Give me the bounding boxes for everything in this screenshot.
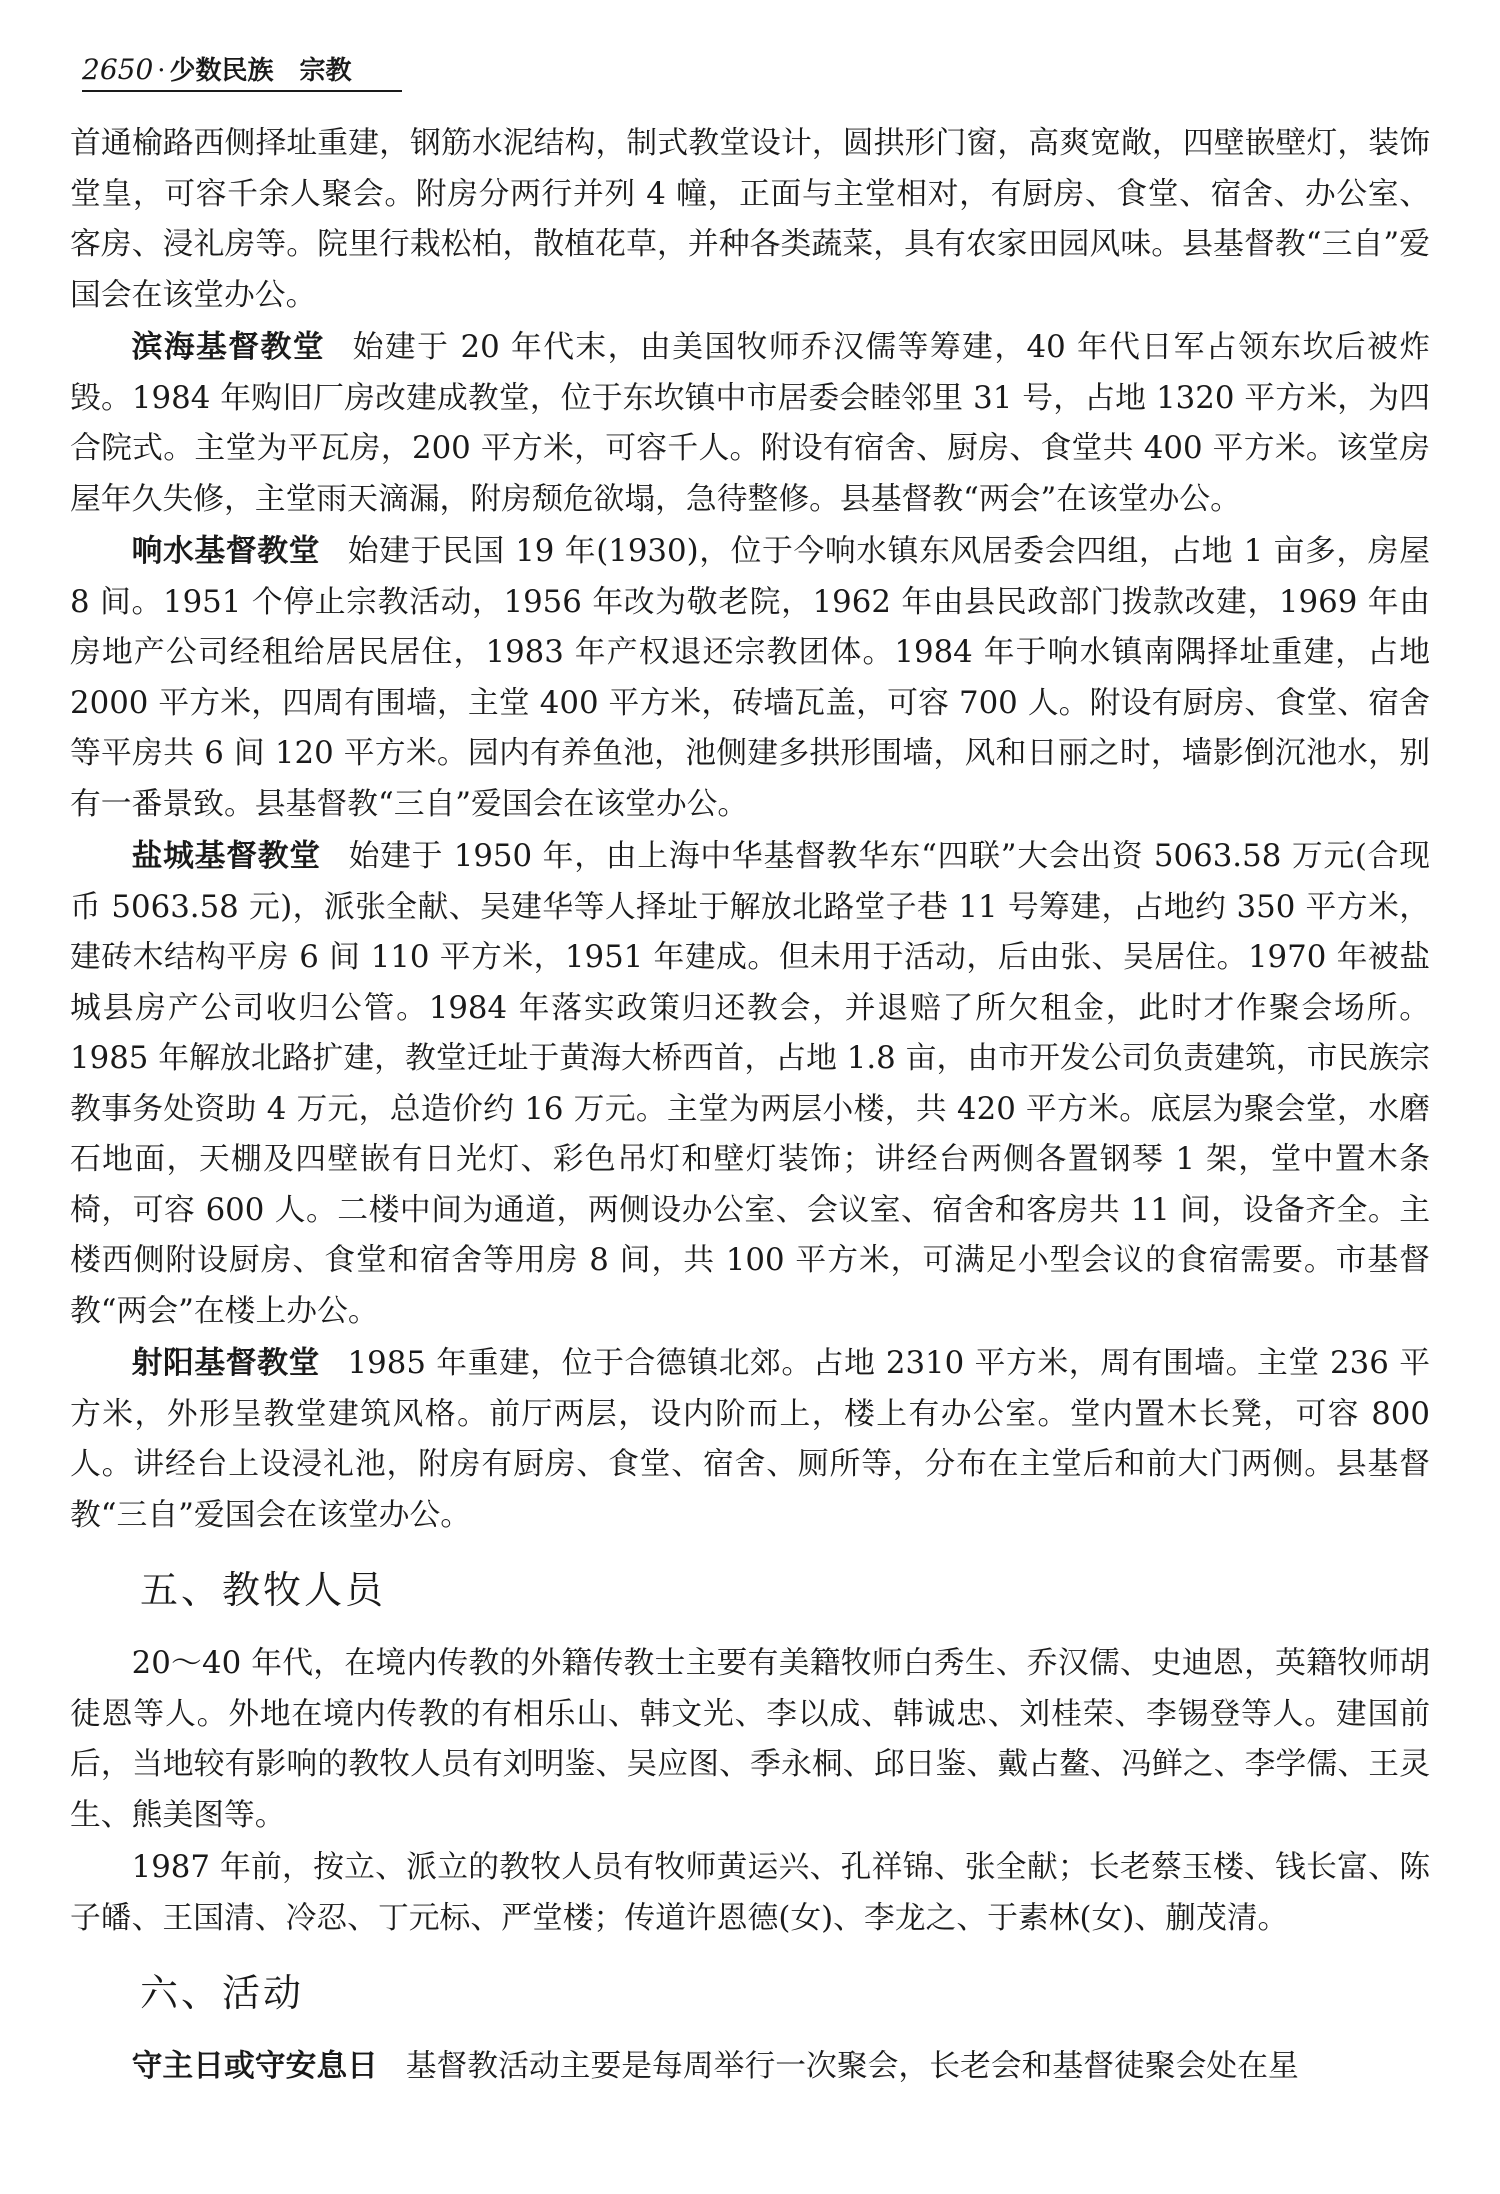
paragraph <box>70 1638 1430 1840</box>
page-body <box>70 118 1430 2094</box>
paragraph-text: 基督教活动主要是每周举行一次聚会，长老会和基督徒聚会处在星 <box>405 2048 1299 2084</box>
paragraph <box>70 526 1430 829</box>
paragraph <box>70 118 1430 320</box>
paragraph <box>70 1338 1430 1540</box>
entry-term: 滨海基督教堂 <box>131 329 325 365</box>
entry-term: 射阳基督教堂 <box>131 1345 320 1381</box>
entry-term: 盐城基督教堂 <box>131 838 321 874</box>
section-heading: 六、活动 <box>140 1971 305 2015</box>
entry-term: 守主日或守安息日 <box>131 2048 378 2084</box>
paragraph-text: 20～40 年代，在境内传教的外籍传教士主要有美籍牧师白秀生、乔汉儒、史迪恩，英籍牧师胡徒恩等人。外地在境内传教的有相乐山、韩文光、李以成、韩诚忠、刘桂荣、李锡登等人。建国前后，当地较有影响的教牧人员有刘明鉴、吴应图、季永桐、邱日鉴、戴占鳌、冯鲜之、李学儒、王灵生、熊美图等。 <box>70 1645 1430 1833</box>
section-heading: 五、教牧人员 <box>140 1568 387 1612</box>
section-title: 少数民族 宗教 <box>169 56 352 86</box>
paragraph <box>70 831 1430 1336</box>
page-number: 2650 <box>82 53 154 86</box>
paragraph <box>70 322 1430 524</box>
running-header <box>82 50 402 92</box>
paragraph-text: 首通榆路西侧择址重建，钢筋水泥结构，制式教堂设计，圆拱形门窗，高爽宽敞，四壁嵌壁灯，装饰堂皇，可容千余人聚会。附房分两行并列 4 幢，正面与主堂相对，有厨房、食堂、宿舍、办公室、客房、浸礼房等。院里行栽松柏，散植花草，并种各类蔬菜，具有农家田园风味。县基督教“三自”爱国会在该堂办公。 <box>70 125 1430 313</box>
paragraph <box>70 2041 1430 2092</box>
paragraph-text: 始建于民国 19 年(1930)，位于今响水镇东风居委会四组，占地 1 亩多，房屋 8 间。1951 个停止宗教活动，1956 年改为敬老院，1962 年由县民政部门拨款改建，1969 年由房地产公司经租给居民居住，1983 年产权退还宗教团体。1984 年于响水镇南隅择址重建，占地 2000 平方米，四周有围墙，主堂 400 平方米，砖墙瓦盖，可容 700 人。附设有厨房、食堂、宿舍等平房共 6 间 120 平方米。园内有养鱼池，池侧建多拱形围墙，风和日丽之时，墙影倒沉池水，别有一番景致。县基督教“三自”爱国会在该堂办公。 <box>70 533 1430 822</box>
paragraph <box>70 1842 1430 1943</box>
paragraph-text: 始建于 20 年代末，由美国牧师乔汉儒等筹建，40 年代日军占领东坎后被炸毁。1984 年购旧厂房改建成教堂，位于东坎镇中市居委会睦邻里 31 号，占地 1320 平方米，为四合院式。主堂为平瓦房，200 平方米，可容千人。附设有宿舍、厨房、食堂共 400 平方米。该堂房屋年久失修，主堂雨天滴漏，附房颓危欲塌，急待整修。县基督教“两会”在该堂办公。 <box>70 329 1431 517</box>
entry-term: 响水基督教堂 <box>131 533 321 569</box>
paragraph-text: 始建于 1950 年，由上海中华基督教华东“四联”大会出资 5063.58 万元(合现币 5063.58 元)，派张全献、吴建华等人择址于解放北路堂子巷 11 号筹建，占地约 350 平方米，建砖木结构平房 6 间 110 平方米，1951 年建成。但未用于活动，后由张、吴居住。1970 年被盐城县房产公司收归公管。1984 年落实政策归还教会，并退赔了所欠租金，此时才作聚会场所。1985 年解放北路扩建，教堂迁址于黄海大桥西首，占地 1.8 亩，由市开发公司负责建筑，市民族宗教事务处资助 4 万元，总造价约 16 万元。主堂为两层小楼，共 420 平方米。底层为聚会堂，水磨石地面，天棚及四壁嵌有日光灯、彩色吊灯和壁灯装饰；讲经台两侧各置钢琴 1 架，堂中置木条椅，可容 600 人。二楼中间为通道，两侧设办公室、会议室、宿舍和客房共 11 间，设备齐全。主楼西侧附设厨房、食堂和宿舍等用房 8 间，共 100 平方米，可满足小型会议的食宿需要。市基督教“两会”在楼上办公。 <box>70 838 1431 1329</box>
paragraph-text: 1987 年前，按立、派立的教牧人员有牧师黄运兴、孔祥锦、张全献；长老蔡玉楼、钱长富、陈子皤、王国清、冷忍、丁元标、严堂楼；传道许恩德(女)、李龙之、于素林(女)、蒯茂清。 <box>70 1849 1430 1936</box>
paragraph-text: 1985 年重建，位于合德镇北郊。占地 2310 平方米，周有围墙。主堂 236 平方米，外形呈教堂建筑风格。前厅两层，设内阶而上，楼上有办公室。堂内置木长凳，可容 800 人。讲经台上设浸礼池，附房有厨房、食堂、宿舍、厕所等，分布在主堂后和前大门两侧。县基督教“三自”爱国会在该堂办公。 <box>70 1345 1430 1533</box>
header-separator: · <box>157 56 166 86</box>
